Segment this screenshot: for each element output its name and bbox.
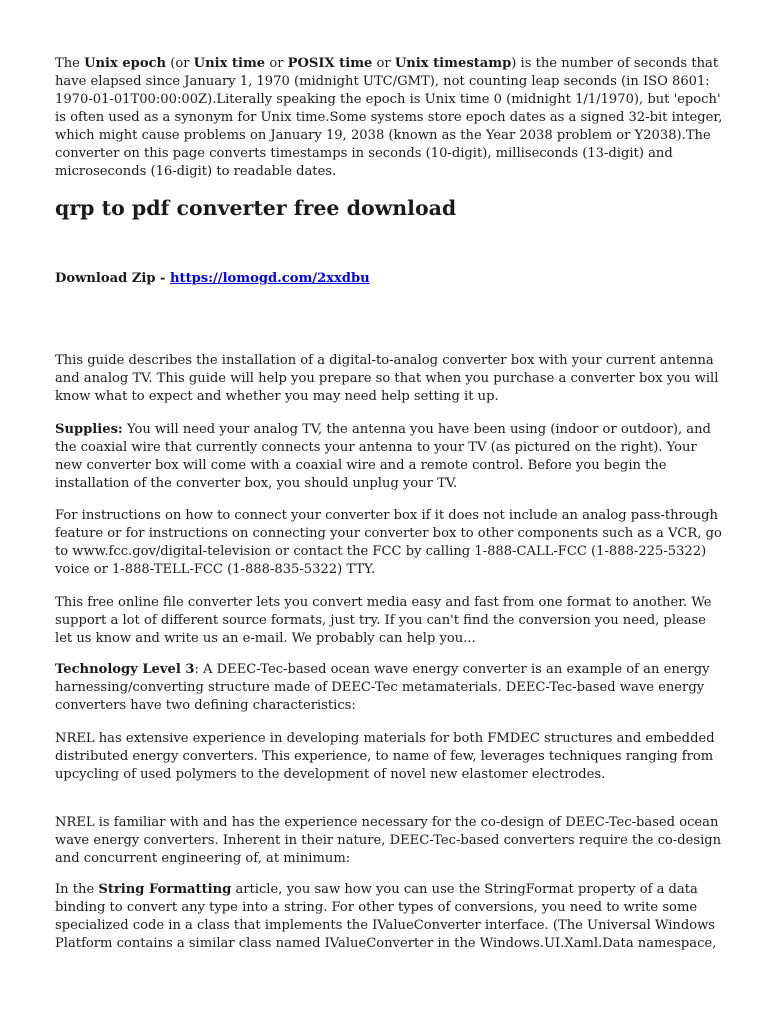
instructions-paragraph: For instructions on how to connect your converter box if it does not include an analog pass-through feature or for instructions on connecting your converter box to other components such as a VCR, go to www.fcc.gov/digital-television or contact the FCC by calling 1-888-CALL-FCC (1-888-225-5322) voice or 1-888-TELL-FCC (1-888-835-5322) TTY. (55, 508, 722, 577)
intro-text: ) is the number of seconds that have elapsed since January 1, 1970 (midnight UTC/GMT), not counting leap seconds (in ISO 8601: 1970-01-01T00:00:00Z).Literally speaking the epoch is Unix time 0 (midnight 1/1/1970), but 'epoch' is often used as a synonym for Unix time.Some systems store epoch dates as a signed 32-bit integer, which might cause problems on January 19, 2038 (known as the Year 2038 problem or Y2038).The converter on this page converts timestamps in seconds (10-digit), milliseconds (13-digit) and microseconds (16-digit) to readable dates. (55, 56, 723, 179)
free-converter-paragraph: This free online file converter lets you convert media easy and fast from one format to another. We support a lot of different source formats, just try. If you can't find the conversion you need, please let us know and write us an e-mail. We probably can help you... (55, 595, 712, 646)
string-text: In the (55, 882, 99, 897)
intro-text: The (55, 56, 85, 71)
term-unix-epoch: Unix epoch (84, 56, 167, 71)
technology-paragraph (55, 661, 723, 715)
term-unix-time: Unix time (193, 56, 266, 71)
string-formatting-paragraph (55, 881, 723, 953)
download-line (55, 270, 370, 288)
supplies-label: Supplies: (55, 422, 123, 437)
intro-paragraph (55, 55, 723, 181)
nrel-experience-paragraph: NREL has extensive experience in developing materials for both FMDEC structures and embedded distributed energy converters. This experience, to name of few, leverages techniques ranging from upcycling of used polymers to the development of novel new elastomer electrodes. (55, 731, 715, 782)
intro-text: or (372, 56, 395, 71)
download-label: Download Zip - (55, 271, 171, 286)
guide-paragraph: This guide describes the installation of a digital-to-analog converter box with your current antenna and analog TV. This guide will help you prepare so that when you purchase a converter box you will know what to expect and whether you may need help setting it up. (55, 353, 719, 404)
supplies-text: You will need your analog TV, the antenna you have been using (indoor or outdoor), and the coaxial wire that currently connects your antenna to your TV (as pictured on the right). Your new converter box will come with a coaxial wire and a remote control. Before you begin the installation of the converter box, you should unplug your TV. (55, 422, 711, 491)
technology-label: Technology Level 3 (55, 662, 195, 677)
supplies-paragraph (55, 421, 723, 493)
term-posix-time: POSIX time (287, 56, 373, 71)
string-formatting-term: String Formatting (98, 882, 232, 897)
page-title: qrp to pdf converter free download (55, 196, 457, 220)
intro-text: or (265, 56, 288, 71)
nrel-codesign-paragraph: NREL is familiar with and has the experience necessary for the co-design of DEEC-Tec-based ocean wave energy converters. Inherent in their nature, DEEC-Tec-based converters require the co-design and concurrent engineering of, at minimum: (55, 815, 722, 866)
technology-text: : A DEEC-Tec-based ocean wave energy converter is an example of an energy harnessing/converting structure made of DEEC-Tec metamaterials. DEEC-Tec-based wave energy converters have two defining characteristics: (55, 662, 710, 713)
download-link[interactable]: https://lomogd.com/2xxdbu (170, 271, 370, 286)
term-unix-timestamp: Unix timestamp (394, 56, 512, 71)
intro-text: (or (166, 56, 194, 71)
string-text: article, you saw how you can use the StringFormat property of a data binding to convert any type into a string. For other types of conversions, you need to write some specialized code in a class that implements the IValueConverter interface. (The Universal Windows Platform contains a similar class named IValueConverter in the Windows.UI.Xaml.Data namespace, (55, 882, 717, 951)
